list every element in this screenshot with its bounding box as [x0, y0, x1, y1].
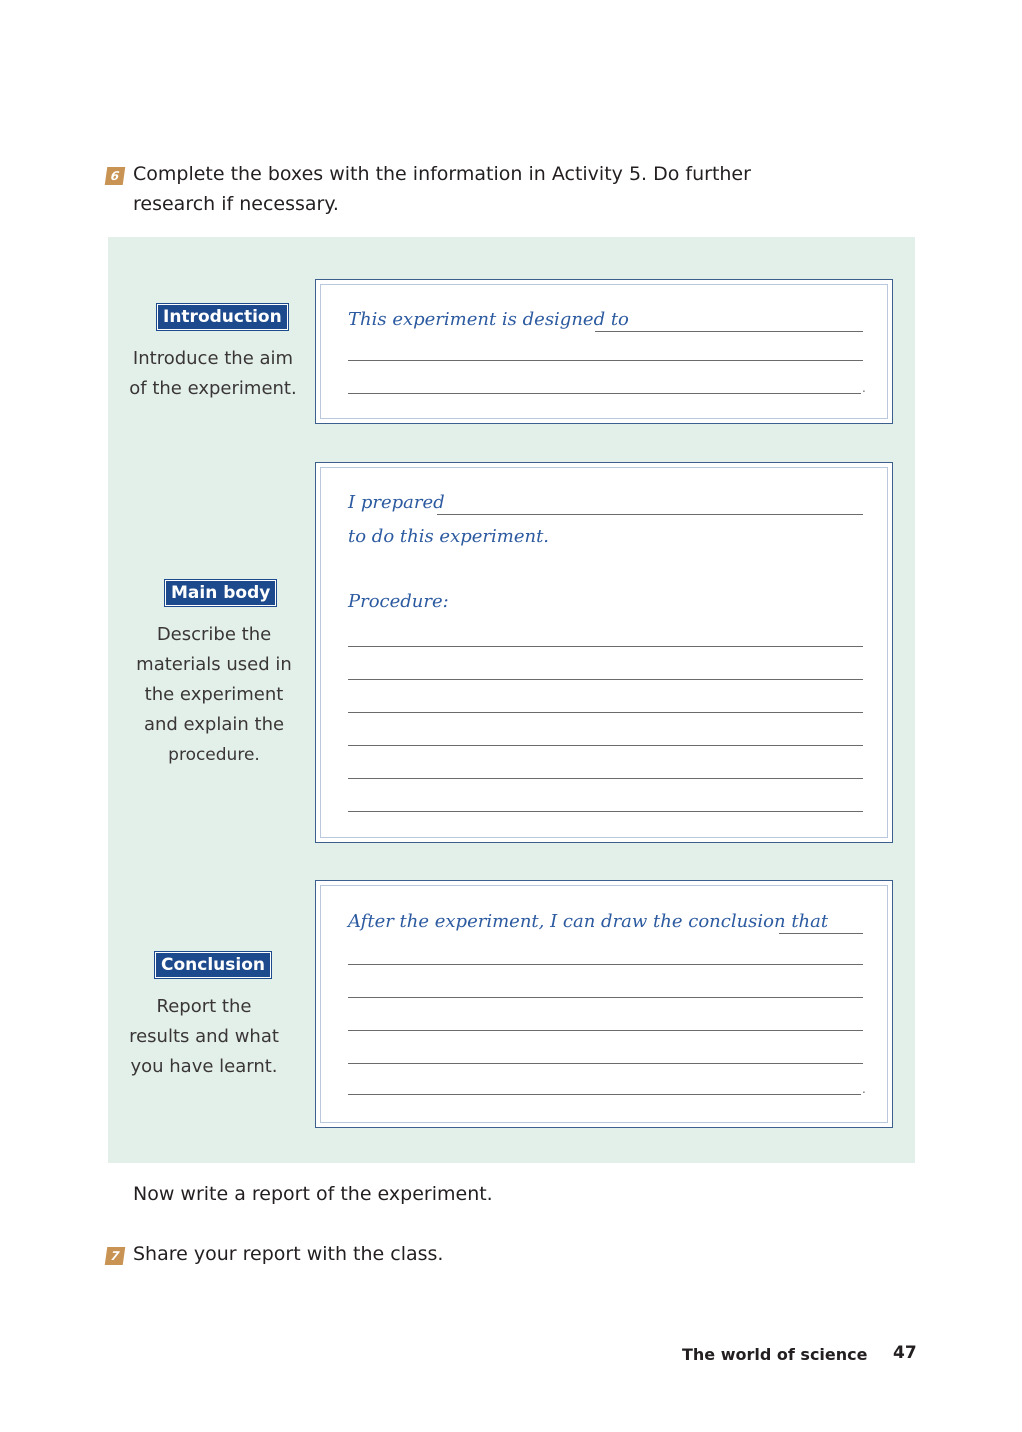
procedure-write-line-5[interactable]	[348, 778, 863, 779]
procedure-write-line-6[interactable]	[348, 811, 863, 812]
main-body-card	[315, 462, 893, 843]
activity-number-badge-7	[105, 1247, 126, 1265]
conclusion-label: Conclusion	[155, 952, 271, 978]
conclusion-write-line-5[interactable]	[348, 1063, 863, 1064]
conclusion-desc-line2: results and what	[129, 1026, 279, 1047]
introduction-card	[315, 279, 893, 424]
write-report-instruction: Now write a report of the experiment.	[133, 1183, 493, 1205]
procedure-write-line-3[interactable]	[348, 712, 863, 713]
materials-write-line[interactable]	[437, 514, 863, 515]
activity-6-instruction-line2: research if necessary.	[133, 193, 339, 215]
conclusion-write-line-2[interactable]	[348, 964, 863, 965]
introduction-desc-line1: Introduce the aim	[132, 348, 294, 369]
activity-6-instruction-line1: Complete the boxes with the information in Activity 5. Do further	[133, 163, 751, 185]
conclusion-write-line-3[interactable]	[348, 997, 863, 998]
conclusion-desc-line1: Report the	[156, 996, 252, 1017]
procedure-write-line-1[interactable]	[348, 646, 863, 647]
introduction-full-stop: .	[862, 381, 866, 395]
page-number: 47	[893, 1343, 917, 1363]
introduction-desc-line2: of the experiment.	[129, 378, 297, 399]
main-body-prompt-experiment: to do this experiment.	[348, 526, 550, 547]
unit-title: The world of science	[682, 1345, 868, 1364]
main-body-description	[124, 620, 304, 770]
main-body-desc-line4: and explain the	[143, 714, 285, 735]
procedure-write-line-4[interactable]	[348, 745, 863, 746]
procedure-write-line-2[interactable]	[348, 679, 863, 680]
main-body-desc-line1: Describe the	[156, 624, 272, 645]
activity-7-instruction: Share your report with the class.	[133, 1243, 444, 1265]
introduction-write-line-3[interactable]	[348, 393, 861, 394]
conclusion-write-line-4[interactable]	[348, 1030, 863, 1031]
activity-number-7: 7	[109, 1249, 121, 1263]
main-body-desc-line2: materials used in	[136, 654, 292, 675]
conclusion-prompt: After the experiment, I can draw the conclusion that	[348, 911, 829, 932]
introduction-prompt: This experiment is designed to	[348, 309, 629, 330]
introduction-write-line-2[interactable]	[348, 360, 863, 361]
main-body-label: Main body	[165, 580, 276, 606]
conclusion-full-stop: .	[862, 1082, 866, 1096]
procedure-label: Procedure:	[348, 591, 449, 612]
introduction-label: Introduction	[157, 304, 288, 330]
activity-number-6: 6	[109, 169, 121, 183]
conclusion-desc-line3: you have learnt.	[130, 1056, 278, 1077]
introduction-write-line-1[interactable]	[595, 331, 863, 332]
main-body-desc-line5: procedure.	[168, 745, 260, 765]
main-body-desc-line3: the experiment	[144, 684, 284, 705]
introduction-description	[118, 344, 308, 404]
conclusion-description	[114, 992, 294, 1082]
main-body-prompt-prepared: I prepared	[348, 492, 445, 513]
conclusion-write-line-6[interactable]	[348, 1094, 861, 1095]
activity-number-badge-6	[105, 167, 126, 185]
conclusion-write-line-1[interactable]	[779, 933, 863, 934]
